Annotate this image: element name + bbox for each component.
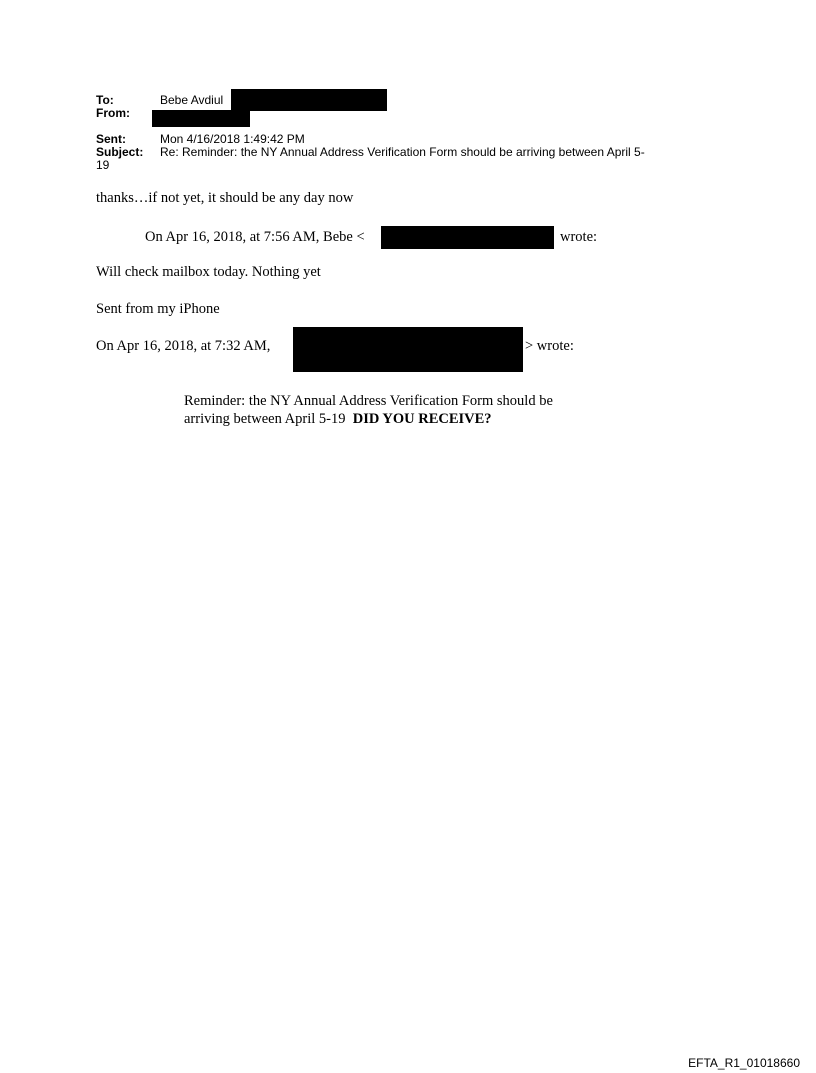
sent-label: Sent: [96, 132, 126, 146]
quote1-text: Will check mailbox today. Nothing yet [96, 264, 321, 280]
quote1-intro: On Apr 16, 2018, at 7:56 AM, Bebe < [145, 229, 365, 245]
quote2-line2 [184, 411, 492, 428]
from-label: From: [96, 106, 130, 120]
subject-label: Subject: [96, 145, 144, 159]
quote2-line1: Reminder: the NY Annual Address Verification Form should be [184, 393, 553, 409]
sent-value: Mon 4/16/2018 1:49:42 PM [160, 132, 305, 146]
subject-value-continued: 19 [96, 158, 110, 172]
reply-text: thanks…if not yet, it should be any day now [96, 190, 354, 206]
quote1-wrote: wrote: [560, 229, 598, 245]
document-id: EFTA_R1_01018660 [688, 1056, 800, 1070]
quote2-intro: On Apr 16, 2018, at 7:32 AM, [96, 338, 271, 354]
quote1-signature: Sent from my iPhone [96, 301, 220, 317]
quote2-wrote: > wrote: [525, 338, 574, 354]
quote2-line2-prefix: arriving between April 5-19 [184, 411, 346, 427]
to-value: Bebe Avdiul [160, 93, 224, 107]
redaction-to-email [231, 89, 387, 111]
redaction-quote2-sender [293, 327, 523, 372]
redaction-from [152, 110, 250, 127]
to-label: To: [96, 93, 114, 107]
subject-value: Re: Reminder: the NY Annual Address Verification Form should be arriving between April 5- [160, 145, 645, 159]
redaction-quote1-email [381, 226, 554, 249]
quote2-line2-bold: DID YOU RECEIVE? [352, 411, 492, 427]
